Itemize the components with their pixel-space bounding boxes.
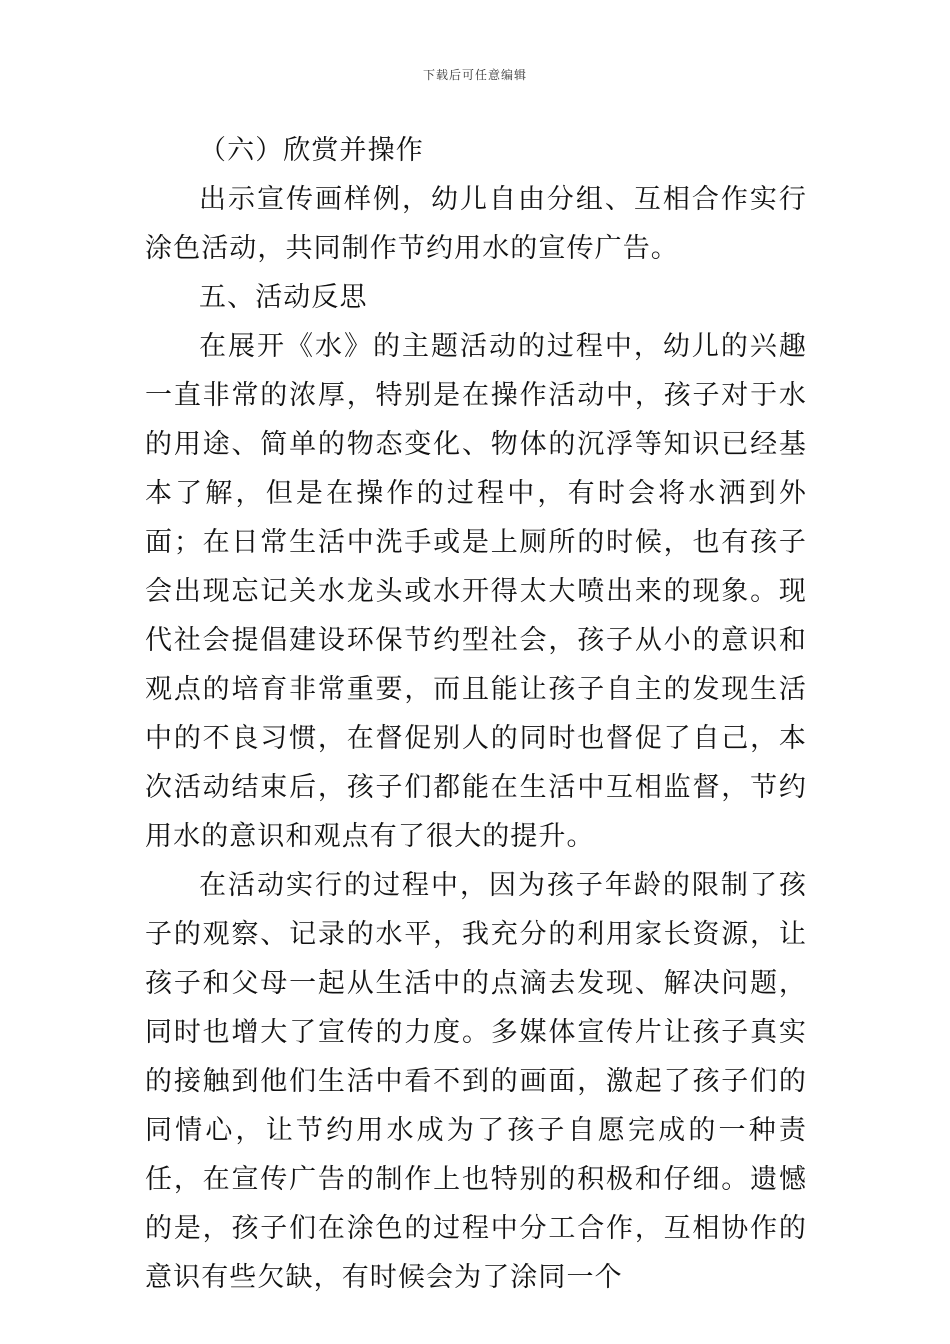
document-body: [145, 126, 807, 1302]
reflection-paragraph-2: 在活动实行的过程中，因为孩子年龄的限制了孩子的观察、记录的水平，我充分的利用家长资源，让孩子和父母一起从生活中的点滴去发现、解决问题，同时也增大了宣传的力度。多媒体宣传片让孩子真实的接触到他们生活中看不到的画面，激起了孩子们的同情心，让节约用水成为了孩子自愿完成的一种责任，在宣传广告的制作上也特别的积极和仔细。遗憾的是，孩子们在涂色的过程中分工合作，互相协作的意识有些欠缺，有时候会为了涂同一个: [145, 870, 807, 1293]
reflection-paragraph-1: 在展开《水》的主题活动的过程中，幼儿的兴趣一直非常的浓厚，特别是在操作活动中，孩子对于水的用途、简单的物态变化、物体的沉浮等知识已经基本了解，但是在操作的过程中，有时会将水洒到外面；在日常生活中洗手或是上厕所的时候，也有孩子会出现忘记关水龙头或水开得太大喷出来的现象。现代社会提倡建设环保节约型社会，孩子从小的意识和观点的培育非常重要，而且能让孩子自主的发现生活中的不良习惯，在督促别人的同时也督促了自己，本次活动结束后，孩子们都能在生活中互相监督，节约用水的意识和观点有了很大的提升。: [145, 331, 807, 852]
page-header: 下载后可任意编辑: [422, 68, 527, 82]
section-five-heading: 五、活动反思: [199, 282, 368, 313]
section-six-body: 出示宣传画样例，幼儿自由分组、互相合作实行涂色活动，共同制作节约用水的宣传广告。: [145, 184, 807, 264]
section-six-heading: （六）欣赏并操作: [199, 135, 424, 166]
